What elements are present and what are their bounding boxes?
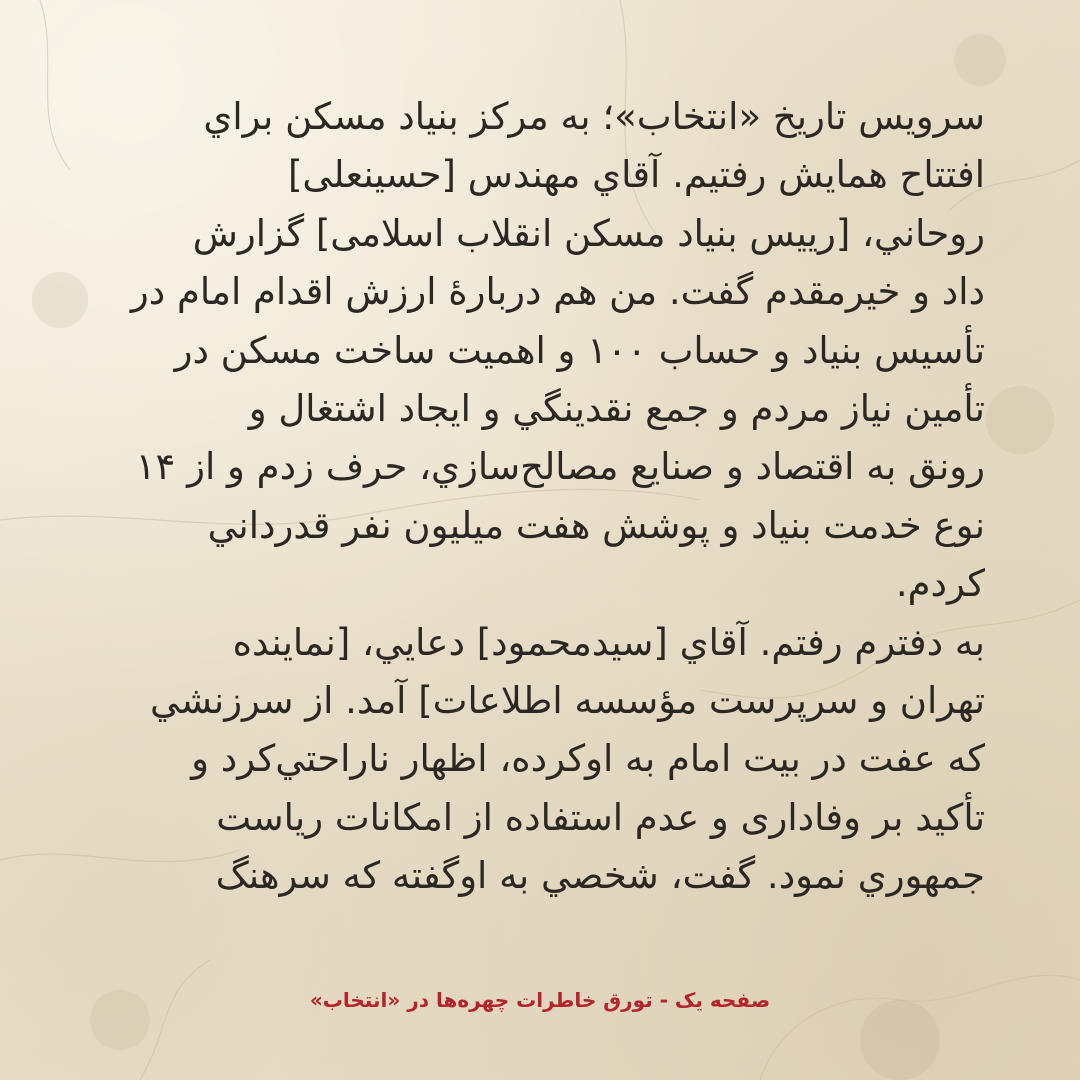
page-caption: صفحه یک - تورق خاطرات چهره‌ها در «انتخاب» [309, 988, 771, 1012]
text-line: تأمين نياز مردم و جمع نقدينگي و ايجاد اشتغال و [248, 386, 985, 430]
text-line: نوع خدمت بنياد و پوشش هفت ميليون نفر قدرداني [207, 503, 985, 547]
text-line: روحاني، [رييس بنياد مسكن انقلاب اسلامى] گزارش [192, 211, 985, 255]
text-line: كردم. [895, 562, 985, 606]
text-line: سرويس تاريخ «انتخاب»؛ به مركز بنياد مسكن براي [203, 95, 985, 138]
text-line: تأكيد بر وفادارى و عدم استفاده از امكانات رياست [216, 795, 985, 839]
text-line: جمهوري نمود. گفت، شخصي به اوگفته كه سرهنگ [215, 854, 985, 898]
text-line: به دفترم رفتم. آقاي [سيدمحمود] دعايي، [نماينده [232, 620, 985, 664]
memoir-text-block [95, 88, 985, 968]
text-line: داد و خيرمقدم گفت. من هم دربارهٔ ارزش اقدام امام در [130, 270, 985, 314]
text-line: تهران و سرپرست مؤسسه اطلاعات] آمد. از سرزنشي [150, 678, 985, 722]
text-line: كه عفت در بيت امام به اوكرده، اظهار ناراحتي‌كرد و [191, 737, 985, 781]
text-line: رونق به اقتصاد و صنايع مصالح‌سازي، حرف زدم و از ۱۴ [135, 445, 985, 489]
text-line: تأسيس بنياد و حساب ۱۰۰ و اهميت ساخت مسكن در [174, 328, 985, 372]
text-line: افتتاح همايش رفتيم. آقاي مهندس [حسينعلى] [287, 153, 985, 197]
